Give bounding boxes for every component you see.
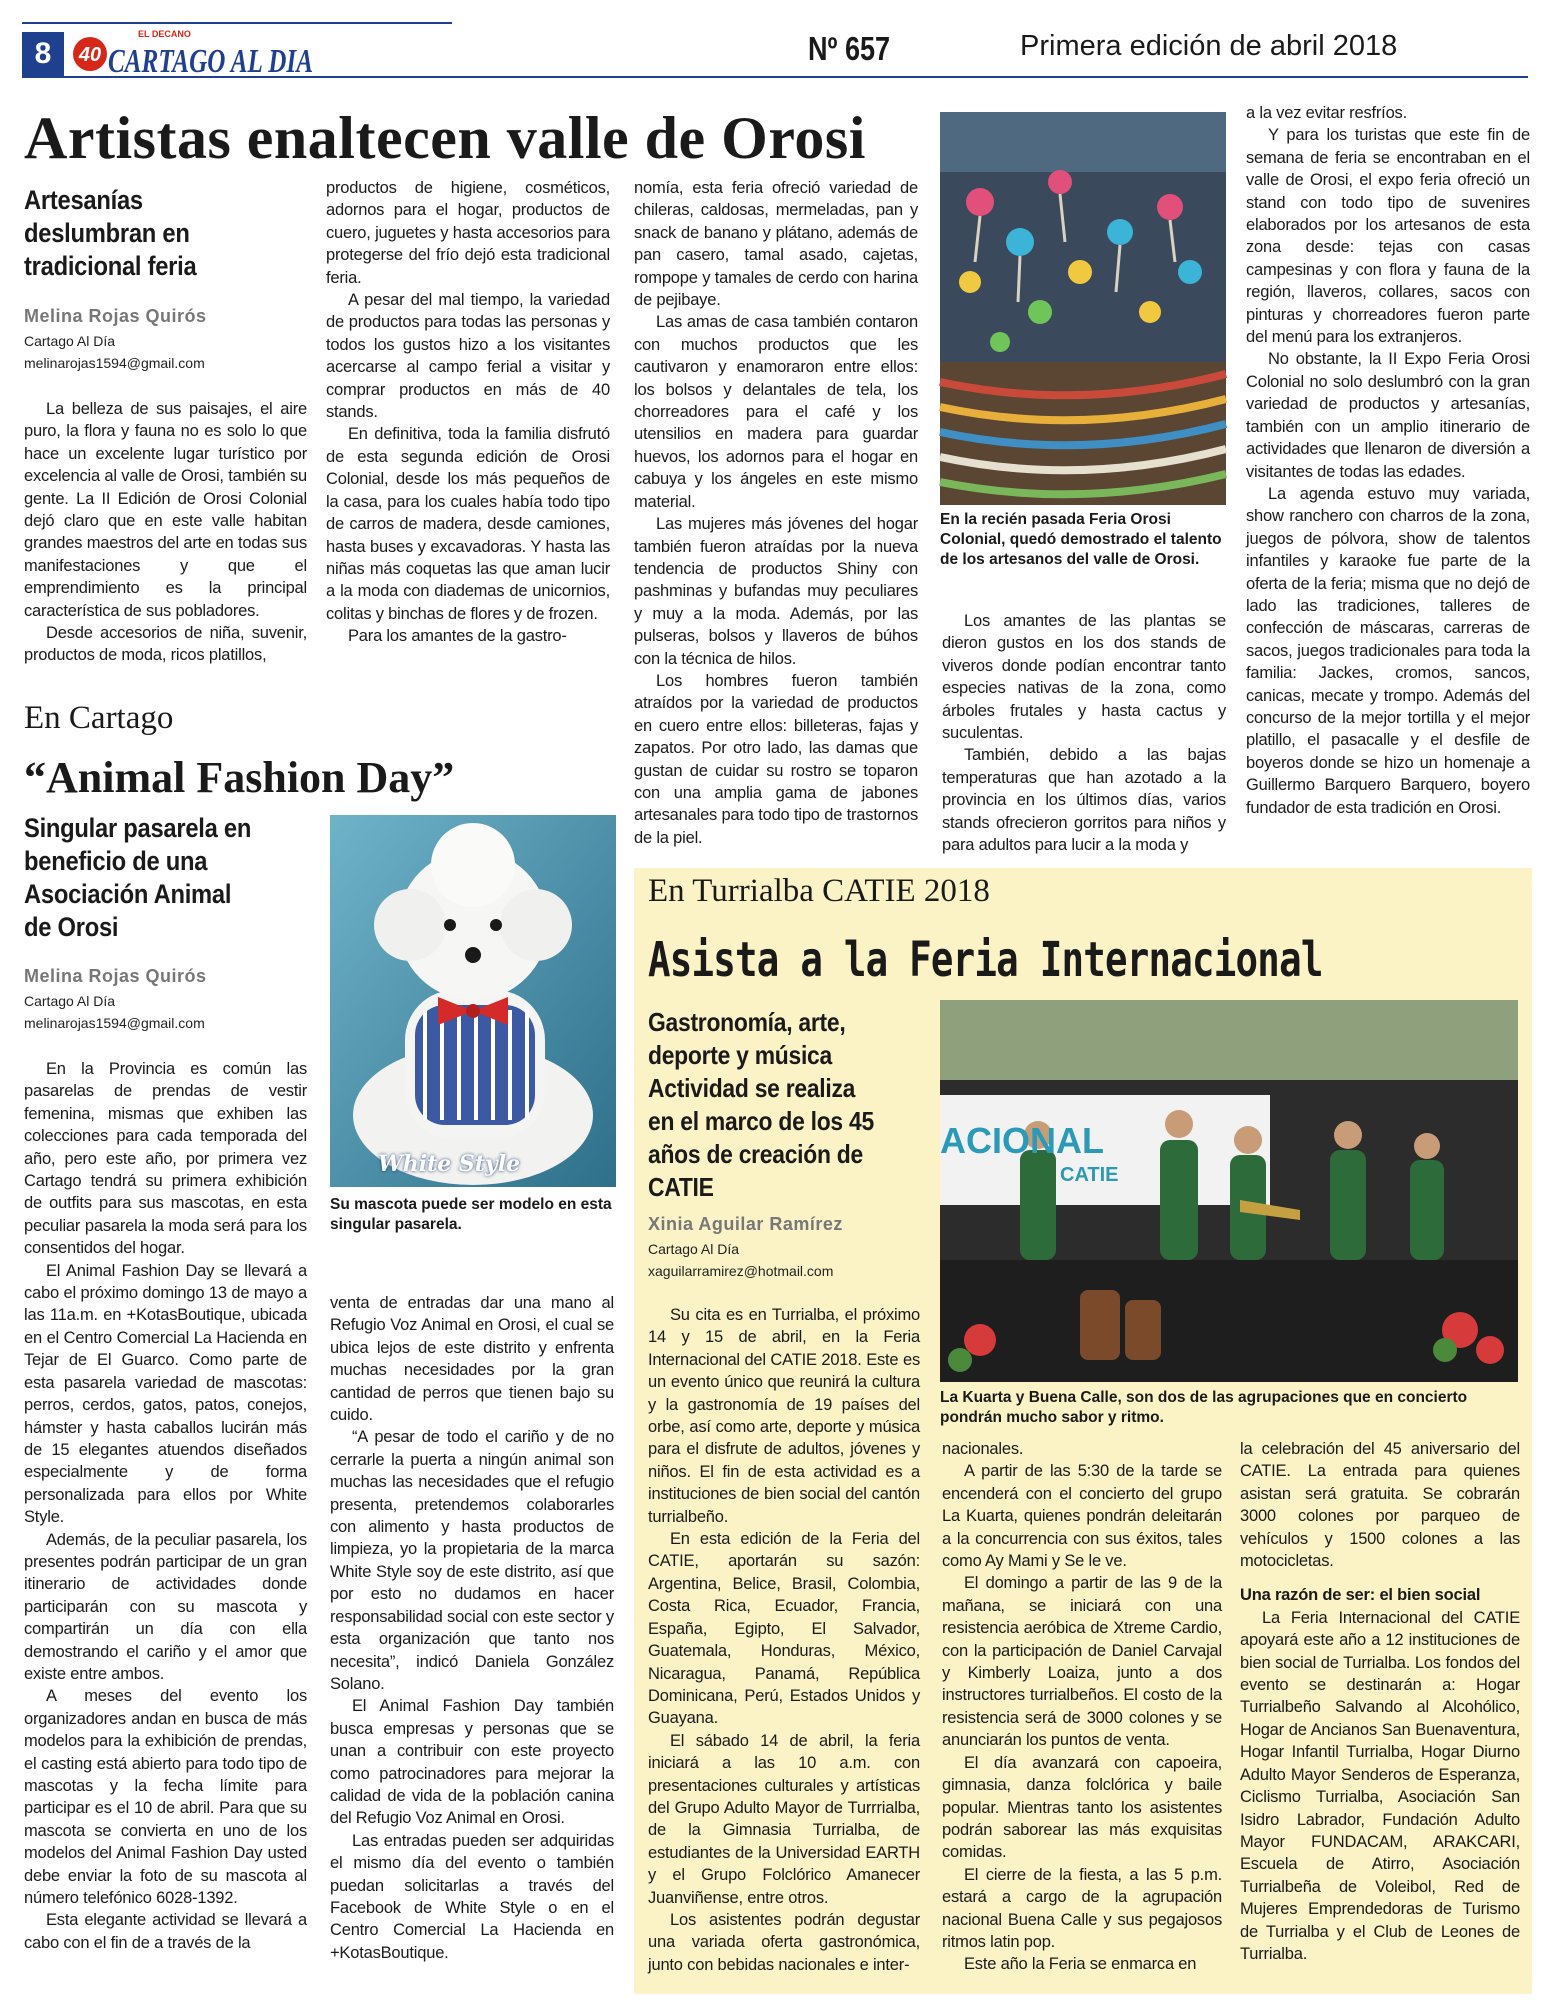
paragraph: Para los amantes de la gastro- (348, 627, 567, 646)
concert-photo (940, 1000, 1518, 1382)
article3-author: Xinia Aguilar Ramírez (648, 1214, 843, 1234)
paragraph: La belleza de sus paisajes, el aire puro, la flora y fauna no es solo lo que hace un excelente lugar turístico por excelencia al valle de Orosi, también su gente. La II Edición de Orosi Colonial dejó claro que en este valle habitan grandes maestros del arte en todas sus manifestaciones y que el emprendimiento es la principal característica de sus pobladores. (24, 400, 307, 620)
article3-title: Asista a la Feria Internacional (648, 932, 1323, 988)
article2-author: Melina Rojas Quirós (24, 966, 207, 986)
crafts-photo-caption: En la recién pasada Feria Orosi Colonial, quedó demostrado el talento de los artesanos del valle de Orosi. (940, 511, 1222, 568)
newspaper-logo (68, 26, 318, 78)
paragraph: El Animal Fashion Day se llevará a cabo el próximo domingo 13 de mayo a las 11a.m. en +KotasBoutique, ubicada en el Centro Comercial La Hacienda en Tejar de El Guarco. Como parte de esta pasarela variedad de mascotas: perros, cerdos, gatos, patos, conejos, hámster y hasta caballos lucirán más de 15 elegantes atuendos diseñados especialmente y de forma personalizada para ellos por White Style. (24, 1261, 307, 1527)
article1-email: melinarojas1594@gmail.com (24, 355, 205, 371)
article3-email: xaguilarramirez@hotmail.com (648, 1263, 834, 1279)
article1-column-5 (1246, 102, 1530, 819)
article1-title: Artistas enaltecen valle de Orosi (24, 105, 866, 171)
paragraph: En esta edición de la Feria del CATIE, aportarán su sazón: Argentina, Belice, Brasil, Colombia, Costa Rica, Ecuador, Francia, España, Egipto, El Salvador, Guatemala, Honduras, México, Nicaragua, Panamá, República Dominicana, Perú, Estados Unidos y Guayana. (648, 1530, 920, 1728)
paragraph: nacionales. (942, 1440, 1024, 1458)
paragraph: Las mujeres más jóvenes del hogar también fueron atraídas por la nueva tendencia de productos Shiny con pashminas y bufandas muy peculiares y muy a la moda. Además, por las pulseras, bolsos y llaveros de búhos con la técnica de hilos. (634, 515, 918, 668)
edition-date: Primera edición de abril 2018 (1020, 30, 1398, 62)
article3-source: Cartago Al Día (648, 1241, 740, 1257)
article3-column-3 (1240, 1438, 1520, 1965)
article2-title: “Animal Fashion Day” (24, 753, 455, 802)
paragraph: En la Provincia es común las pasarelas de prendas de vestir femenina, mismas que exhiben las colecciones para cada temporada del año, pero este año, por primera vez Cartago tendrá su primera exhibición de outfits para sus mascotas, en esta peculiar pasarela la moda será para los consentidos del hogar. (24, 1060, 307, 1258)
paragraph: Su cita es en Turrialba, el próximo 14 y 15 de abril, en la Feria Internacional del CATIE 2018. Este es un evento único que reunirá la cultura y la gastronomía de 19 países del orbe, así como arte, deporte y música para el disfrute de adultos, jóvenes y niños. El fin de esta actividad es a instituciones de bien social del cantón turrialbeño. (648, 1306, 920, 1526)
crafts-photo-illustration (940, 112, 1226, 505)
paragraph: La agenda estuvo muy variada, show ranchero con charros de la zona, juegos de pólvora, show de talentos infantiles y karaoke fue parte de la oferta de la feria; misma que no dejó de lado las tradiciones, talleres de confección de máscaras, carreras de sacos, juegos tradicionales para toda la familia: Jackes, cromos, sancos, canicas, mecate y trompo. Además del concurso de la mejor tortilla y el mejor platillo, el pasacalle y el desfile de boyeros donde se hizo un homenaje a Guillermo Barquero Barquero, boyero fundador de esta tradición en Orosi. (1246, 484, 1530, 817)
svg-text:40: 40 (78, 44, 102, 66)
paragraph: El sábado 14 de abril, la feria iniciará a las 10 a.m. con presentaciones culturales y artísticas del Grupo Adulto Mayor de Turrrialba, de la Gimnasia Turrialba, de estudiantes de la Universidad EARTH y el Grupo Folclórico Amanecer Juanviñense, entre otros. (648, 1731, 920, 1907)
dog-photo (330, 815, 616, 1187)
paragraph: Este año la Feria se enmarca en (964, 1955, 1197, 1974)
concert-photo-illustration (940, 1000, 1518, 1382)
paragraph: Los asistentes podrán degustar una variada oferta gastronómica, junto con bebidas nacionales e inter- (648, 1910, 920, 1974)
paragraph: Las entradas pueden ser adquiridas el mismo día del evento o también puedan solicitarlas a través del Facebook de White Style o en el Centro Comercial La Hacienda en +KotasBoutique. (330, 1831, 614, 1962)
article1-column-1 (24, 398, 307, 667)
paragraph: A meses del evento los organizadores andan en busca de más modelos para la exhibición de prendas, el casting está abierto para todo tipo de mascotas y la fecha límite para participar es el 10 de abril. Para que su mascota se convierta en uno de los modelos del Animal Fashion Day usted debe enviar la foto de su mascota al número telefónico 6028-1392. (24, 1687, 307, 1908)
paragraph: Desde accesorios de niña, suvenir, productos de moda, ricos platillos, (24, 624, 307, 665)
paragraph: El domingo a partir de las 9 de la mañana, se iniciará con una resistencia aeróbica de Xtreme Cardio, con la participación de Daniel Carvajal y Kimberly Loaiza, junto a dos instructores turrialbeños. El costo de la resistencia será de 3000 colones y se anunciarán los puntos de venta. (942, 1574, 1222, 1750)
section-minihead: Una razón de ser: el bien social (1240, 1586, 1481, 1605)
paragraph: También, debido a las bajas temperaturas que han azotado a la provincia en los últimos días, varios stands ofrecieron gorritos para niños y para adultos para lucir a la moda y (942, 746, 1226, 855)
dog-photo-watermark: White Style (378, 1151, 521, 1177)
article1-author: Melina Rojas Quirós (24, 306, 207, 326)
paragraph: El cierre de la fiesta, a las 5 p.m. estará a cargo de la agrupación nacional Buena Calle y sus pegajosos ritmos latin pop. (942, 1865, 1222, 1951)
concert-banner-text: ACIONAL (940, 1120, 1104, 1161)
concert-photo-caption: La Kuarta y Buena Calle, son dos de las agrupaciones que en concierto pondrán mucho sabor y ritmo. (940, 1389, 1468, 1426)
paragraph: nomía, esta feria ofreció variedad de chileras, caldosas, mermeladas, pan y snack de banano y plátano, además de pan casero, tamal asado, cajetas, rompope y tamales de cerdo con harina de pejibaye. (634, 179, 918, 310)
article1-column-4-bottom (942, 610, 1226, 856)
svg-text:EL DECANO: EL DECANO (138, 29, 191, 39)
paragraph: Y para los turistas que este fin de semana de feria se encontraban en el valle de Orosi, el expo feria ofreció un stand con todo tipo de suvenires elaborados por los artesanos de esta zona desde: tejas con casas campesinas y con flora y fauna de la región, llaveros, collares, sacos con pinturas y chorreadores fueron parte del menú para los extranjeros. (1246, 126, 1530, 347)
article2-column-1 (24, 1058, 307, 1954)
article2-email: melinarojas1594@gmail.com (24, 1015, 205, 1031)
paragraph: Esta elegante actividad se llevará a cabo con el fin de a través de la (24, 1911, 307, 1952)
paragraph: Las amas de casa también contaron con muchos productos que les cautivaron y enamoraron entre ellos: los bolsos y delantales de tela, los chorreadores para el café y los utensilios en madera para guardar huevos, los adornos para el hogar en cabuya y los ángeles en este mismo material. (634, 313, 918, 511)
paragraph: Los amantes de las plantas se dieron gustos en los dos stands de viveros donde podían encontrar tanto especies nativas de la zona, como árboles frutales y hasta cactus y suculentas. (942, 612, 1226, 743)
article2-source: Cartago Al Día (24, 993, 116, 1009)
article2-column-2 (330, 1292, 614, 1964)
page-number: 8 (22, 32, 64, 76)
article1-column-2 (326, 177, 610, 648)
concert-banner-text-catie: CATIE (1060, 1164, 1119, 1186)
paragraph: productos de higiene, cosméticos, adornos para el hogar, productos de cuero, juguetes y hasta accesorios para protegerse del frío dejó esta tradicional feria. (326, 179, 610, 287)
paragraph: La Feria Internacional del CATIE apoyará este año a 12 instituciones de bien social de Turrialba. Los fondos del evento se destinarán a: Hogar Turrialbeño Salvando al Alcohólico, Hogar de Ancianos San Buenaventura, Hogar Infantil Turrialba, Hogar Diurno Adulto Mayor Senderos de Esperanza, Ciclismo Turrialba, Asociación San Isidro Labrador, Fundación Adulto Mayor FUNDACAM, ARAKCARI, Escuela de Atirro, Asociación Turrialbeña de Voleibol, Red de Mujeres Emprendedoras de Turismo de Turrialba y el Club de Leones de Turrialba. (1240, 1608, 1520, 1963)
paragraph: “A pesar de todo el cariño y de no cerrarle la puerta a ningún animal son muchas las necesidades que el refugio presenta, pretendemos colaborarles con alimento y hasta productos de limpieza, yo la propietaria de la marca White Style soy de este distrito, así que por esto no dudamos en hacer responsabilidad social con este sector y esta organización que tanto nos necesita”, indicó Daniela González Solano. (330, 1428, 614, 1693)
article3-kicker: En Turrialba CATIE 2018 (648, 873, 990, 909)
paragraph: A partir de las 5:30 de la tarde se encenderá con el concierto del grupo La Kuarta, quienes pondrán deleitarán a la concurrencia con sus éxitos, tales como Ay Mami y Se le ve. (942, 1462, 1222, 1571)
article3-subhead: Gastronomía, arte, deporte y música Actividad se realiza en el marco de los 45 años de creación de CATIE (648, 1007, 874, 1202)
paragraph: la celebración del 45 aniversario del CATIE. La entrada para quienes asistan será gratuita. Se cobrarán 3000 colones por parqueo de vehículos y 1500 colones a las motocicletas. (1240, 1440, 1520, 1571)
paragraph: Los hombres fueron también atraídos por la variedad de productos en cuero entre ellos: billeteras, fajas y zapatos. Por otro lado, las damas que gustan de cuidar su rostro se toparon con una amplia gama de jabones artesanales para todo tipo de trastornos de la piel. (634, 671, 918, 847)
paragraph: En definitiva, toda la familia disfrutó de esta segunda edición de Orosi Colonial, desde los más pequeños de la casa, para los cuales había todo tipo de carros de madera, desde camiones, hasta buses y excavadoras. Y hasta las niñas más coquetas las que aman lucir a la moda con diademas de unicornios, colitas y binchas de flores y de frozen. (326, 425, 610, 623)
article3-column-2 (942, 1438, 1222, 1976)
crafts-photo (940, 112, 1226, 505)
dog-photo-caption: Su mascota puede ser modelo en esta singular pasarela. (330, 1196, 612, 1233)
header-rule-top (22, 22, 452, 24)
issue-number: Nº 657 (808, 30, 891, 67)
paragraph: El Animal Fashion Day también busca empresas y personas que se unan a contribuir con este proyecto como patrocinadores para mejorar la calidad de vida de la población canina del Refugio Voz Animal en Orosi. (330, 1697, 614, 1828)
paragraph: venta de entradas dar una mano al Refugio Voz Animal en Orosi, el cual se ubica lejos de este distrito y enfrenta muchas necesidades por la gran cantidad de perros que tienen bajo su cuido. (330, 1294, 614, 1425)
article1-column-3 (634, 177, 918, 849)
article2-subhead: Singular pasarela en beneficio de una Asociación Animal de Orosi (24, 813, 252, 942)
paragraph: El día avanzará con capoeira, gimnasia, danza folclórica y baile popular. Mientras tanto los asistentes podrán saborear las más exquisitas comidas. (942, 1753, 1222, 1862)
paragraph: Además, de la peculiar pasarela, los presentes podrán participar de un gran itinerario de actividades donde participarán con su mascota y compartirán un día con ella demostrando el cariño y el amor que existe entre ambos. (24, 1530, 307, 1683)
logo-emblem-icon (68, 26, 318, 78)
article2-kicker: En Cartago (24, 700, 174, 736)
svg-text:CARTAGO AL DIA: CARTAGO AL DIA (108, 43, 313, 80)
paragraph: a la vez evitar resfríos. (1246, 104, 1407, 122)
article3-column-1 (648, 1304, 920, 1976)
poodle-photo-illustration (330, 815, 616, 1187)
article1-source: Cartago Al Día (24, 333, 116, 349)
article1-subhead: Artesanías deslumbran en tradicional feria (24, 185, 197, 281)
paragraph: No obstante, la II Expo Feria Orosi Colonial no solo deslumbró con la gran variedad de productos y artesanías, también con un amplio itinerario de actividades que llenaron de diversión a visitantes de todas las edades. (1246, 350, 1530, 481)
paragraph: A pesar del mal tiempo, la variedad de productos para todas las personas y todos los gustos hizo a los visitantes acercarse al campo ferial a visitar y comprar productos en más de 40 stands. (326, 291, 610, 422)
